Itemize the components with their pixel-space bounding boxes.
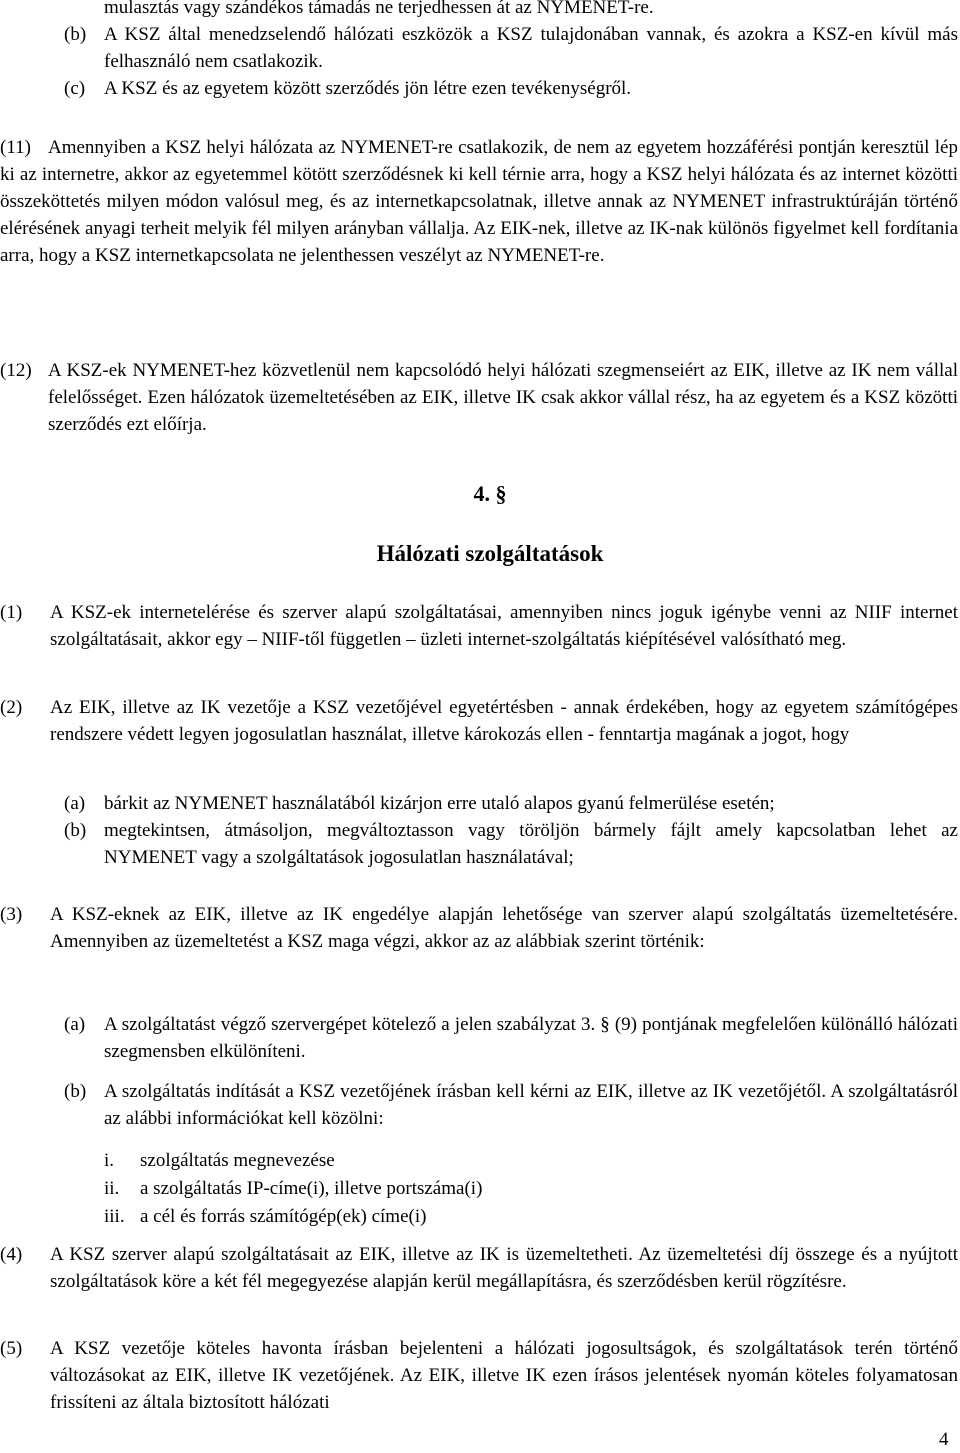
section-paragraph-4 xyxy=(0,1241,958,1295)
section-paragraph-2 xyxy=(0,694,958,748)
section-title: Hálózati szolgáltatások xyxy=(376,541,604,566)
item-marker: ii. xyxy=(104,1178,120,1199)
paragraph-text: Az EIK, illetve az IK vezetője a KSZ vezetőjével egyetértésben - annak érdekében, hogy az egyetem számítógépes rendszere védett legyen jogosulatlan használat, illetve károkozás ellen - fenntartja magának a jogot, hogy xyxy=(50,697,958,745)
item-marker: (b) xyxy=(64,1081,87,1102)
item-marker: (a) xyxy=(64,793,86,814)
list-item-c xyxy=(64,75,958,102)
item-text: a cél és forrás számítógép(ek) címe(i) xyxy=(140,1206,427,1227)
item-text: A KSZ által menedzselendő hálózati eszközök a KSZ tulajdonában vannak, és azokra a KSZ-en kívül más felhasználó nem csatlakozik. xyxy=(104,24,958,72)
paragraph-text: Amennyiben a KSZ helyi hálózata az NYMENET-re csatlakozik, de nem az egyetem hozzáférési pontján keresztül lép ki az internetre, akkor az egyetemmel kötött szerződésnek ki kell térnie arra, hogy a KSZ helyi hálózata és az internet közötti összeköttetés milyen módon valósul meg, és az internetkapcsolatnak, illetve annak az NYMENET infrastruktúráján történő elérésének anyagi terheit melyik fél milyen arányban vállalja. Az EIK-nek, illetve az IK-nak különös figyelmet kell fordítania arra, hogy a KSZ internetkapcsolata ne jelenthessen veszélyt az NYMENET-re. xyxy=(0,137,958,266)
continuation-line xyxy=(104,0,958,21)
paragraph-number: (11) xyxy=(0,137,31,158)
paragraph-11 xyxy=(0,134,958,269)
section-paragraph-5 xyxy=(0,1335,958,1416)
item-marker: (b) xyxy=(64,24,87,45)
page-number: 4 xyxy=(939,1429,949,1450)
paragraph-number: (5) xyxy=(0,1338,23,1359)
item-marker: iii. xyxy=(104,1206,125,1227)
item-text: megtekintsen, átmásoljon, megváltoztasson vagy töröljön bármely fájlt amely kapcsolatban lehet az NYMENET vagy a szolgáltatások jogosulatlan használatával; xyxy=(104,820,958,868)
section-3-item-b xyxy=(64,1078,958,1132)
roman-item-iii xyxy=(104,1203,958,1230)
item-marker: (a) xyxy=(64,1014,86,1035)
item-text: bárkit az NYMENET használatából kizárjon erre utaló alapos gyanú felmerülése esetén; xyxy=(104,793,775,814)
paragraph-number: (12) xyxy=(0,360,32,381)
item-text: a szolgáltatás IP-címe(i), illetve portszáma(i) xyxy=(140,1178,483,1199)
item-marker: (c) xyxy=(64,78,86,99)
paragraph-text: A KSZ-ek internetelérése és szerver alapú szolgáltatásai, amennyiben nincs joguk igénybe venni az NIIF internet szolgáltatásait, akkor egy – NIIF-től független – üzleti internet-szolgáltatás kiépítésével valósítható meg. xyxy=(50,602,958,650)
section-number: 4. § xyxy=(473,481,507,506)
paragraph-text: A KSZ vezetője köteles havonta írásban bejelenteni a hálózati jogosultságok, és szolgáltatások terén történő változásokat az EIK, illetve IK vezetőjének. Az EIK, illetve IK ezen írásos jelentések nyomán köteles folyamatosan frissíteni az általa biztosított hálózati xyxy=(50,1338,958,1413)
paragraph-number: (1) xyxy=(0,602,23,623)
item-text: A szolgáltatás indítását a KSZ vezetőjének írásban kell kérni az EIK, illetve az IK vezetőjétől. A szolgáltatásról az alábbi információkat kell közölni: xyxy=(104,1081,958,1129)
section-2-item-b xyxy=(64,817,958,871)
roman-item-i xyxy=(104,1147,958,1174)
section-paragraph-1 xyxy=(0,599,958,653)
item-marker: (b) xyxy=(64,820,87,841)
item-text: szolgáltatás megnevezése xyxy=(140,1150,335,1171)
paragraph-text: A KSZ-ek NYMENET-hez közvetlenül nem kapcsolódó helyi hálózati szegmenseiért az EIK, illetve az IK nem vállal felelősséget. Ezen hálózatok üzemeltetésében az EIK, illetve IK csak akkor vállal rész, ha az egyetem és a KSZ közötti szerződés ezt előírja. xyxy=(48,360,958,435)
item-marker: i. xyxy=(104,1150,115,1171)
roman-item-ii xyxy=(104,1175,958,1202)
paragraph-number: (3) xyxy=(0,904,23,925)
paragraph-number: (4) xyxy=(0,1244,23,1265)
item-text: A KSZ és az egyetem között szerződés jön létre ezen tevékenységről. xyxy=(104,78,632,99)
paragraph-text: A KSZ-eknek az EIK, illetve az IK engedélye alapján lehetősége van szerver alapú szolgáltatás üzemeltetésére. Amennyiben az üzemeltetést a KSZ maga végzi, akkor az az alábbiak szerint történik: xyxy=(50,904,958,952)
paragraph-text: A KSZ szerver alapú szolgáltatásait az EIK, illetve az IK is üzemeltetheti. Az üzemeltetési díj összege és a nyújtott szolgáltatások köre a két fél megegyezése alapján kerül megállapításra, és szerződésben kerül rögzítésre. xyxy=(50,1244,958,1292)
list-item-b xyxy=(64,21,958,75)
paragraph-number: (2) xyxy=(0,697,23,718)
continuation-text: mulasztás vagy szándékos támadás ne terjedhessen át az NYMENET-re. xyxy=(104,0,654,18)
paragraph-12 xyxy=(0,357,958,438)
section-3-item-a xyxy=(64,1011,958,1065)
section-paragraph-3 xyxy=(0,901,958,955)
item-text: A szolgáltatást végző szervergépet kötelező a jelen szabályzat 3. § (9) pontjának megfelelően különálló hálózati szegmensben elkülöníteni. xyxy=(104,1014,958,1062)
section-2-item-a xyxy=(64,790,958,817)
